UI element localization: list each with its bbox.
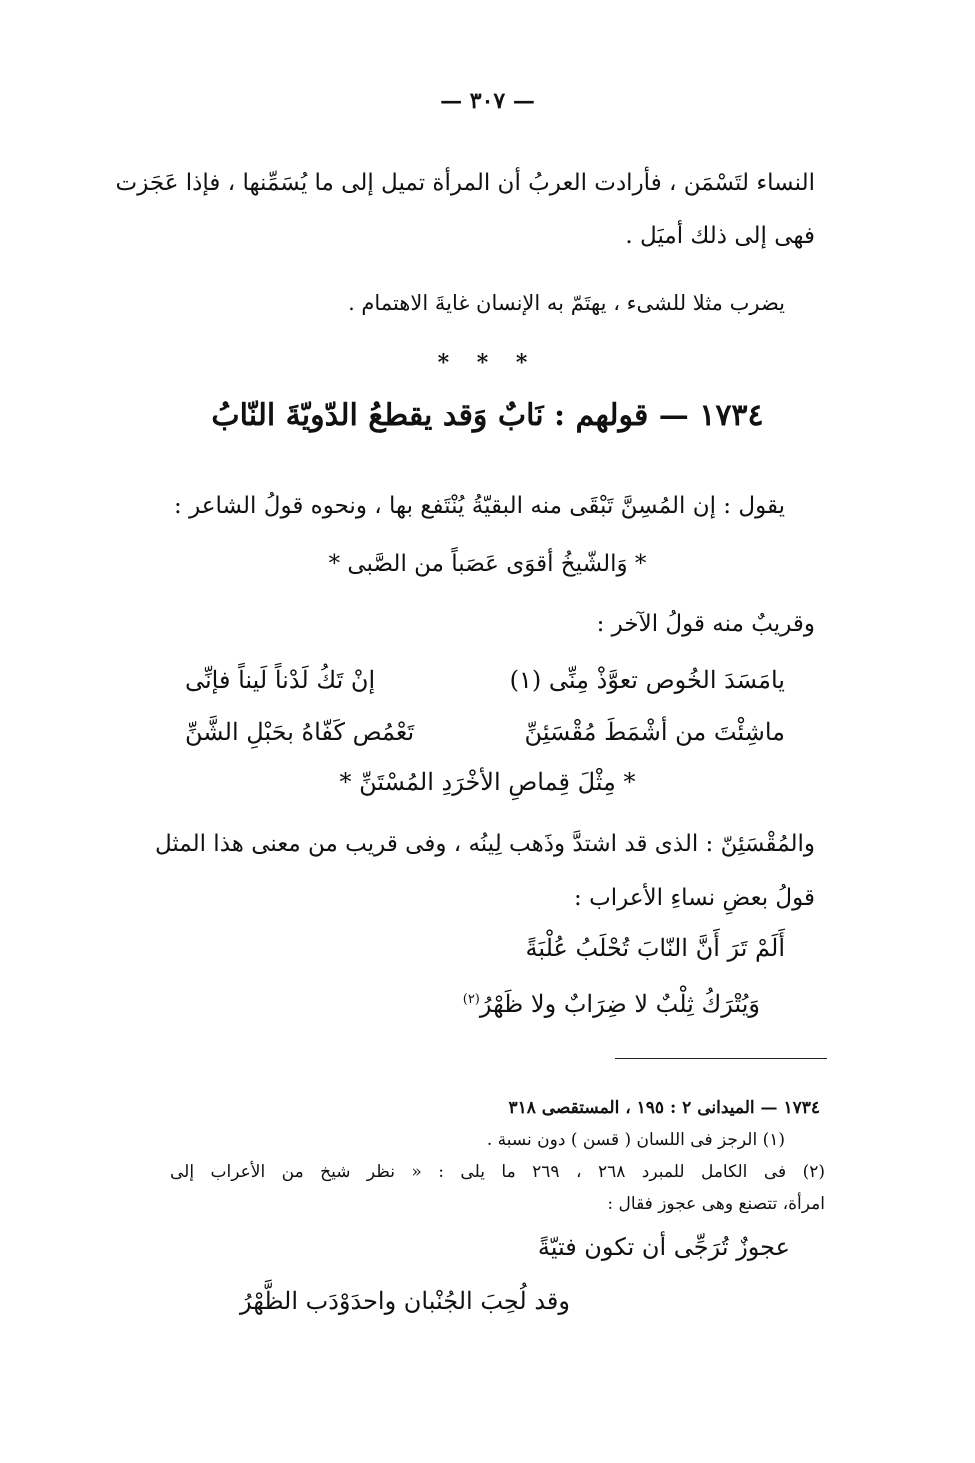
verse-single: * وَالشّيخُ أقوَى عَصَباً من الصَّبى * [328,551,647,577]
footnote-verse-line-1: عجوزٌ تُرَجِّى أن تكون فتيّةً [537,1233,790,1261]
footnote-verse-line-2: وقد لُحِبَ الجُنْبان واحدَوْدَب الظَّهْرُ [240,1287,570,1315]
intro-line-1: النساء لتَسْمَن ، فأرادت العربُ أن المرأة تميل إلى ما يُسَمِّنها ، فإذا عَجَزت [115,170,815,196]
entry-explanation-4: قولُ بعضِ نساءِ الأعراب : [574,885,815,911]
footnote-divider [615,1058,827,1059]
verse-row [185,660,785,700]
page-number: — ٣٠٧ — [440,88,535,114]
footnote-reference: ١٧٣٤ — الميدانى ٢ : ١٩٥ ، المستقصى ٣١٨ [508,1098,820,1118]
verse-hemistich-left: تَعْمُص كَفّاهُ بحَبْلِ الشَّنِّ [185,718,415,746]
entry-explanation-2: وقريبٌ منه قولُ الآخر : [596,611,815,637]
verse-hemistich-right: ماشِئْتَ من أشْمَطَ مُقْسَئِنِّ [524,718,785,746]
footnote-2-line-1: (٢) فى الكامل للمبرد ٢٦٨ ، ٢٦٩ ما يلى : « نظر شيخ من الأعراب إلى [170,1162,825,1182]
intro-line-2: فهى إلى ذلك أميَل . [625,223,815,249]
entry-explanation-3: والمُقْسَئِنّ : الذى قد اشتدَّ وذَهب لِينُه ، وفى قريب من معنى هذا المثل [154,831,815,857]
section-separator: * * * [437,350,538,376]
footnote-1: (١) الرجز فى اللسان ( قسن ) دون نسبة . [486,1130,785,1150]
verse-row [185,712,785,752]
footnote-2-line-2: امرأة، تتصنع وهى عجوز فقال : [607,1194,825,1214]
verse2-line-2 [160,980,760,1024]
verse2-line-1: أَلَمْ تَرَ أَنَّ النّابَ تُحْلَبُ عُلْبَةً [525,934,785,962]
entry-explanation-1: يقول : إن المُسِنَّ تَبْقَى منه البقيّةُ يُنْتَفع بها ، ونحوه قولُ الشاعر : [174,493,785,519]
verse-hemistich-right: يامَسَدَ الخُوص تعوَّذْ مِنِّى (١) [509,666,785,694]
verse-tail: * مِثْلَ قِماصِ الأخْرَدِ المُسْتَنِّ * [339,768,636,796]
footnote-marker: (٢) [462,992,480,1007]
verse-hemistich-left: إنْ تَكُ لَدْناً لَيناً فإنِّى [185,666,376,694]
verse2-text: وَيُتْرَكُ ثِلْبٌ لا ضِرَابٌ ولا ظَهْرُ [479,990,760,1018]
proverb-usage: يضرب مثلا للشىء ، يهتَمّ به الإنسان غايةَ الاهتمام . [348,291,785,315]
entry-heading: ١٧٣٤ — قولهم : نَابٌ وَقد يقطعُ الدّويّةَ النّابُ [211,398,764,433]
